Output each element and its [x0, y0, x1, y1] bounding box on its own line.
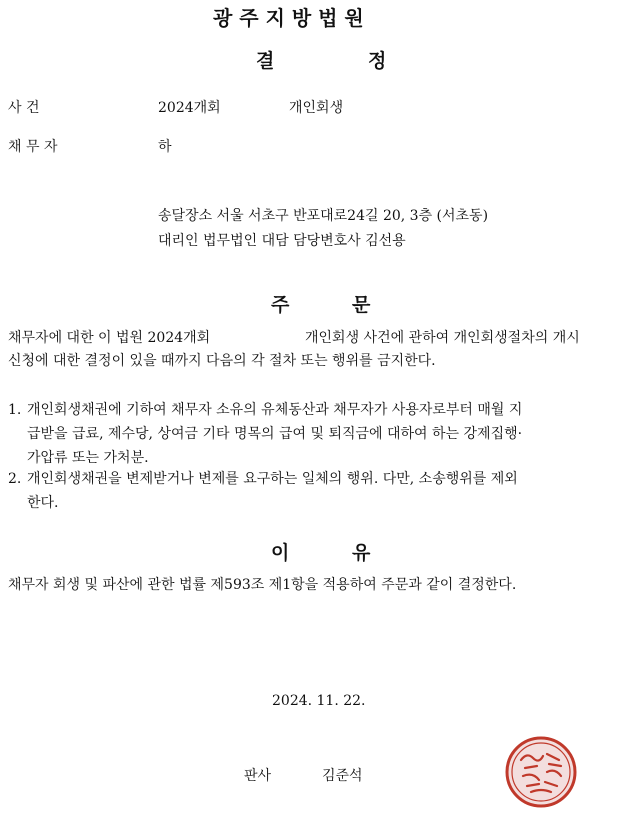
- item-1-number: 1.: [8, 402, 22, 418]
- order-heading-left: 주: [271, 294, 290, 316]
- case-label: 사 건: [8, 100, 40, 116]
- court-title: 광 주 지 방 법 원: [213, 6, 364, 30]
- document-title-right: 정: [368, 50, 387, 72]
- judge-title: 판사: [244, 768, 272, 784]
- item-2-line2: 한다.: [27, 495, 59, 511]
- order-intro-line1-left: 채무자에 대한 이 법원 2024개회: [8, 330, 211, 346]
- case-number: 2024개회: [158, 100, 221, 116]
- judge-seal-stamp-icon: [503, 734, 579, 810]
- reason-text: 채무자 회생 및 파산에 관한 법률 제593조 제1항을 적용하여 주문과 같이 결정한다.: [8, 577, 517, 593]
- debtor-name: 하: [158, 139, 172, 155]
- representative: 대리인 법무법인 대담 담당변호사 김선용: [158, 233, 406, 249]
- document-title-left: 결: [256, 50, 275, 72]
- case-type: 개인회생: [289, 100, 344, 116]
- reason-heading-right: 유: [352, 542, 371, 564]
- service-address: 송달장소 서울 서초구 반포대로24길 20, 3층 (서초동): [158, 208, 489, 224]
- order-intro-line2: 신청에 대한 결정이 있을 때까지 다음의 각 절차 또는 행위를 금지한다.: [8, 353, 436, 369]
- item-1-line2: 급받을 급료, 제수당, 상여금 기타 명목의 급여 및 퇴직금에 대하여 하는 강제집행·: [27, 426, 523, 442]
- debtor-label: 채 무 자: [8, 139, 58, 155]
- reason-heading-left: 이: [271, 542, 290, 564]
- item-2-line1: 개인회생채권을 변제받거나 변제를 요구하는 일체의 행위. 다만, 소송행위를 제외: [27, 471, 518, 487]
- item-1-line3: 가압류 또는 가처분.: [27, 450, 149, 466]
- order-heading-right: 문: [352, 294, 371, 316]
- item-2-number: 2.: [8, 471, 22, 487]
- judge-name: 김준석: [322, 768, 363, 784]
- order-intro-line1-right: 개인회생 사건에 관하여 개인회생절차의 개시: [305, 330, 580, 346]
- item-1-line1: 개인회생채권에 기하여 채무자 소유의 유체동산과 채무자가 사용자로부터 매월 지: [27, 402, 523, 418]
- decision-date: 2024. 11. 22.: [272, 693, 366, 709]
